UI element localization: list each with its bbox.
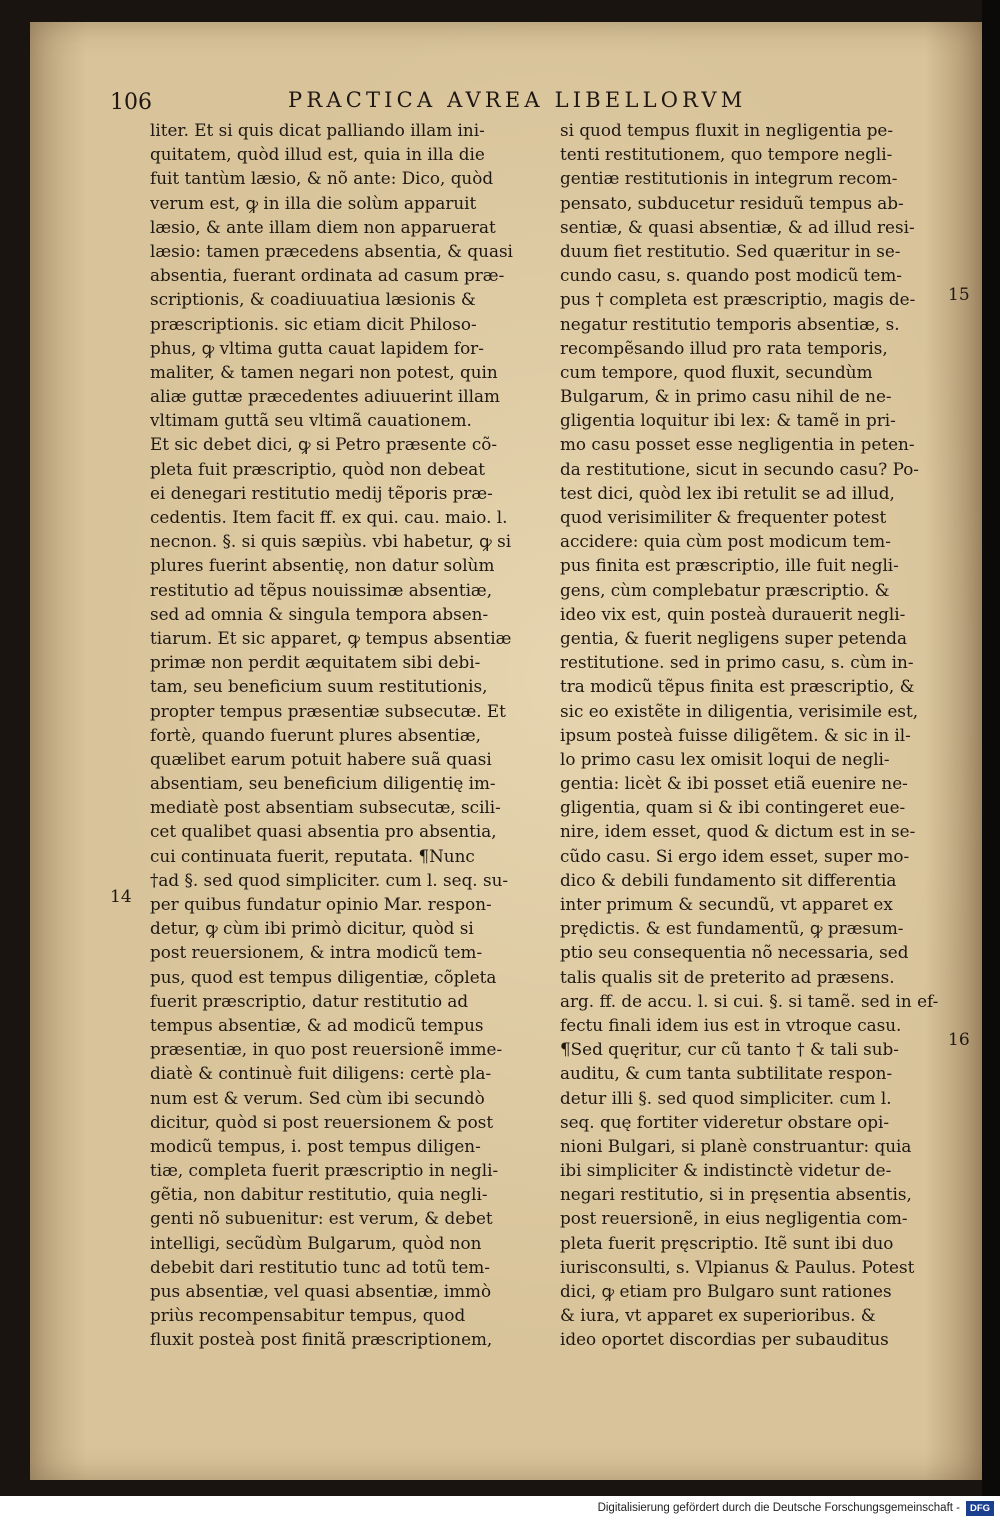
- text-line: tempus absentiæ, & ad modicũ tempus: [150, 1014, 484, 1035]
- text-line: pleta fuit præscriptio, quòd non debeat: [150, 458, 486, 479]
- text-line: pensato, subducetur residuũ tempus ab-: [560, 192, 904, 213]
- text-line: dicitur, quòd si post reuersionem & post: [150, 1111, 494, 1132]
- running-head: PRACTICA AVREA LIBELLORVM: [288, 88, 747, 112]
- text-line: genti nõ subuenitur: est verum, & debet: [150, 1208, 493, 1229]
- text-line: cundo casu, s. quando post modicũ tem-: [560, 265, 902, 286]
- text-line: tiæ, completa fuerit præscriptio in negli-: [150, 1160, 499, 1181]
- text-line: debebit dari restitutio tunc ad totũ tem-: [150, 1256, 490, 1277]
- text-line: sentiæ, & quasi absentiæ, & ad illud resi-: [560, 216, 915, 237]
- text-line: cet qualibet quasi absentia pro absentia,: [150, 821, 497, 842]
- text-line: restitutio ad tẽpus nouissimæ absentiæ,: [150, 579, 493, 600]
- text-line: priùs recompensabitur tempus, quod: [150, 1305, 466, 1326]
- text-line: cedentis. Item facit ff. ex qui. cau. maio. l.: [150, 507, 508, 527]
- text-line: auditu, & cum tanta subtilitate respon-: [560, 1063, 893, 1084]
- text-line: aliæ guttæ præcedentes adiuuerint illam: [150, 386, 500, 407]
- text-line: præscriptionis. sic etiam dicit Philoso-: [150, 313, 477, 334]
- text-line: gligentia loquitur ibi lex: & tamẽ in pri-: [560, 410, 896, 431]
- text-line: absentiam, seu beneficium diligentię im-: [150, 773, 496, 794]
- text-line: phus, ꝙ vltima gutta cauat lapidem for-: [150, 337, 484, 358]
- dfg-logo: DFG: [966, 1501, 994, 1516]
- text-line: liter. Et si quis dicat palliando illam ini-: [150, 120, 485, 140]
- text-line: post reuersionẽ, in eius negligentia com-: [560, 1208, 908, 1229]
- text-line: absentia, fuerant ordinata ad casum præ-: [150, 265, 505, 286]
- text-line: restitutione. sed in primo casu, s. cùm in-: [560, 652, 914, 673]
- text-line: ¶Sed quęritur, cur cũ tanto † & tali sub-: [560, 1039, 899, 1060]
- text-line: test dici, quòd lex ibi retulit se ad illud,: [560, 482, 895, 503]
- text-line: maliter, & tamen negari non potest, quin: [150, 361, 498, 382]
- text-line: accidere: quia cùm post modicum tem-: [560, 531, 891, 552]
- text-line: duum fiet restitutio. Sed quæritur in se-: [560, 240, 901, 261]
- text-line: pus absentiæ, vel quasi absentiæ, immò: [150, 1281, 492, 1301]
- text-line: fluxit posteà post finitã præscriptionem,: [150, 1329, 493, 1350]
- text-line: gentia: licèt & ibi posset etiã euenire ne-: [560, 773, 908, 794]
- text-line: gens, cùm complebatur præscriptio. &: [560, 579, 890, 600]
- text-line: ei denegari restitutio medij tẽporis præ-: [150, 482, 493, 503]
- text-line: num est & verum. Sed cùm ibi secundò: [150, 1087, 485, 1108]
- right-text-column: [560, 118, 945, 1352]
- text-line: nioni Bulgari, si planè construantur: quia: [560, 1135, 912, 1156]
- margin-number-16: 16: [948, 1030, 970, 1050]
- text-line: dico & debili fundamento sit differentia: [560, 869, 897, 890]
- text-line: da restitutione, sicut in secundo casu? Po-: [560, 458, 919, 479]
- text-line: tenti restitutionem, quo tempore negli-: [560, 144, 893, 165]
- text-line: seq. quę fortiter videretur obstare opi-: [560, 1111, 890, 1132]
- text-line: gentiæ restitutionis in integrum recom-: [560, 168, 898, 189]
- text-line: gentia, & fuerit negligens super petenda: [560, 627, 907, 648]
- text-line: talis qualis sit de preterito ad præsens.: [560, 966, 895, 987]
- text-line: læsio, & ante illam diem non apparuerat: [150, 216, 496, 237]
- text-line: mediatè post absentiam subsecutæ, scili-: [150, 797, 501, 818]
- text-line: fortè, quando fuerunt plures absentiæ,: [150, 724, 482, 745]
- funding-credit: Digitalisierung gefördert durch die Deutsche Forschungsgemeinschaft -: [597, 1502, 960, 1514]
- text-line: fectu finali idem ius est in vtroque casu.: [560, 1014, 902, 1035]
- text-line: scriptionis, & coadiuuatiua læsionis &: [150, 289, 476, 310]
- text-line: fuit tantùm læsio, & nõ ante: Dico, quòd: [150, 168, 494, 189]
- text-line: vltimam guttã seu vltimã cauationem.: [150, 410, 472, 431]
- page-number: 106: [110, 90, 152, 115]
- text-line: nire, idem esset, quod & dictum est in se-: [560, 821, 916, 842]
- text-line: cũdo casu. Si ergo idem esset, super mo-: [560, 845, 910, 866]
- text-line: pus, quod est tempus diligentiæ, cõpleta: [150, 966, 497, 987]
- text-line: fuerit præscriptio, datur restitutio ad: [150, 990, 469, 1011]
- text-line: cui continuata fuerit, reputata. ¶Nunc: [150, 845, 475, 866]
- text-line: prędictis. & est fundamentũ, ꝙ præsum-: [560, 918, 904, 939]
- text-line: inter primum & secundũ, vt apparet ex: [560, 894, 893, 914]
- text-line: læsio: tamen præcedens absentia, & quasi: [150, 240, 513, 261]
- text-line: quitatem, quòd illud est, quia in illa die: [150, 144, 485, 165]
- text-line: negatur restitutio temporis absentiæ, s.: [560, 313, 900, 334]
- text-line: ipsum posteà fuisse diligẽtem. & sic in il-: [560, 724, 911, 745]
- text-line: sed ad omnia & singula tempora absen-: [150, 603, 489, 624]
- text-line: ibi simpliciter & indistinctè videtur de-: [560, 1160, 892, 1181]
- text-line: ideo vix est, quin posteà durauerit negli-: [560, 603, 906, 624]
- text-line: primæ non perdit æquitatem sibi debi-: [150, 652, 481, 673]
- text-line: arg. ff. de accu. l. si cui. §. si tamẽ. sed in ef-: [560, 990, 939, 1011]
- page-edge-shadow: [982, 0, 1000, 1496]
- text-line: quælibet earum potuit habere suã quasi: [150, 748, 492, 769]
- text-line: ptio seu consequentia nõ necessaria, sed: [560, 942, 909, 963]
- text-line: detur illi §. sed quod simpliciter. cum l.: [560, 1087, 892, 1108]
- text-line: sic eo existẽte in diligentia, verisimile est,: [560, 700, 919, 721]
- text-line: negari restitutio, si in pręsentia absentis,: [560, 1184, 912, 1205]
- text-line: mo casu posset esse negligentia in peten-: [560, 434, 915, 455]
- text-line: †ad §. sed quod simpliciter. cum l. seq. su-: [150, 869, 509, 890]
- left-text-column: [150, 118, 548, 1352]
- text-line: pus † completa est præscriptio, magis de-: [560, 289, 916, 310]
- text-line: tiarum. Et sic apparet, ꝙ tempus absentiæ: [150, 627, 512, 648]
- text-line: intelligi, secũdùm Bulgarum, quòd non: [150, 1232, 482, 1253]
- text-line: detur, ꝙ cùm ibi primò dicitur, quòd si: [150, 918, 474, 939]
- text-line: & iura, vt apparet ex superioribus. &: [560, 1305, 876, 1326]
- text-line: post reuersionem, & intra modicũ tem-: [150, 942, 483, 963]
- text-line: per quibus fundatur opinio Mar. respon-: [150, 894, 492, 914]
- text-line: præsentiæ, in quo post reuersionẽ imme-: [150, 1039, 503, 1060]
- text-line: cum tempore, quod fluxit, secundùm: [560, 361, 873, 382]
- text-line: Et sic debet dici, ꝙ si Petro præsente cõ-: [150, 434, 497, 455]
- margin-number-15: 15: [948, 285, 970, 305]
- text-line: diatè & continuè fuit diligens: certè pla-: [150, 1063, 492, 1084]
- text-line: gligentia, quam si & ibi contingeret eue-: [560, 797, 906, 818]
- text-line: tam, seu beneficium suum restitutionis,: [150, 676, 488, 697]
- margin-number-14: 14: [110, 887, 132, 907]
- text-line: necnon. §. si quis sæpiùs. vbi habetur, ꝙ si: [150, 531, 512, 552]
- text-line: tra modicũ tẽpus finita est præscriptio, &: [560, 676, 915, 697]
- text-line: ideo oportet discordias per subauditus: [560, 1329, 889, 1350]
- text-line: verum est, ꝙ in illa die solùm apparuit: [150, 192, 477, 213]
- text-line: pleta fuerit pręscriptio. Itẽ sunt ibi duo: [560, 1232, 894, 1253]
- text-line: gẽtia, non dabitur restitutio, quia negli-: [150, 1184, 488, 1205]
- footer-bar: [0, 1496, 1000, 1522]
- text-line: recompẽsando illud pro rata temporis,: [560, 337, 888, 358]
- text-line: iurisconsulti, s. Vlpianus & Paulus. Potest: [560, 1256, 915, 1277]
- text-line: propter tempus præsentiæ subsecutæ. Et: [150, 700, 506, 721]
- text-line: lo primo casu lex omisit loqui de negli-: [560, 748, 890, 769]
- text-line: si quod tempus fluxit in negligentia pe-: [560, 120, 894, 140]
- text-line: Bulgarum, & in primo casu nihil de ne-: [560, 386, 892, 407]
- text-line: pus finita est præscriptio, ille fuit negli-: [560, 555, 899, 576]
- text-line: dici, ꝙ etiam pro Bulgaro sunt rationes: [560, 1281, 892, 1301]
- text-line: quod verisimiliter & frequenter potest: [560, 507, 887, 527]
- text-line: modicũ tempus, i. post tempus diligen-: [150, 1135, 481, 1156]
- text-line: plures fuerint absentię, non datur solùm: [150, 555, 495, 576]
